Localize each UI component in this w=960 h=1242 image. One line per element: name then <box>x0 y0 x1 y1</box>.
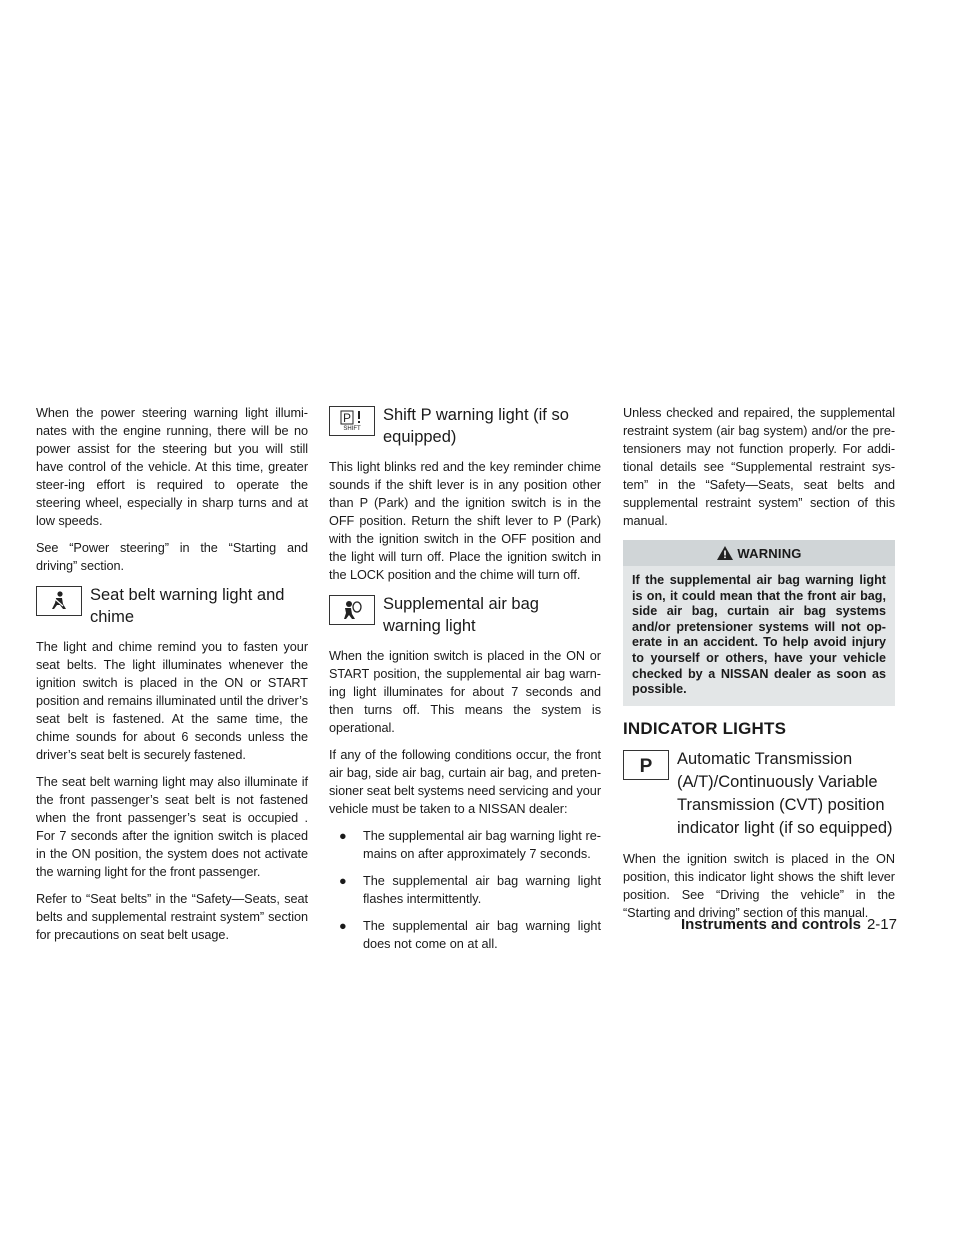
list-item: ● The supplemental air bag warning light does not come on at all. <box>339 919 601 951</box>
restraint-paragraph: Unless checked and repaired, the supplemental restraint system (air bag system) and/or the pre-tensioners may not function properly. For addi-tional details see “Supplemental restraint sys-tem” in the “Safety—Seats, seat belts and supplemental restraint system” section of this manual. <box>623 406 895 528</box>
warning-box <box>623 540 895 706</box>
page-footer <box>669 916 897 933</box>
seatbelt-paragraph-1: The light and chime remind you to fasten your seat belts. The light illuminates whenever the ignition switch is placed in the ON or START position and remains illuminated until the driver’s seat belt is fastened. At the same time, the chime sounds for about 6 seconds unless the driver’s seat belt is securely fastened. <box>36 640 308 762</box>
power-steering-paragraph: When the power steering warning light illumi-nates with the engine running, there will be no power assist for the steering but you will still have control of the vehicle. At this time, greater steer-ing effort is required to operate the steering wheel, especially in sharp turns and at low speeds. <box>36 406 308 528</box>
seatbelt-section-title: Seat belt warning light and chime <box>90 586 285 626</box>
seatbelt-section-header <box>36 584 308 628</box>
at-indicator-paragraph: When the ignition switch is placed in the ON position, this indicator light shows the shift lever position. See “Driving the vehicle” in the “Starting and driving” section of this manual. <box>623 851 895 920</box>
seatbelt-warning-icon <box>36 586 82 616</box>
column-right <box>623 404 895 931</box>
column-middle <box>329 404 601 962</box>
airbag-warning-icon <box>329 595 375 625</box>
p-indicator-icon <box>623 750 669 780</box>
airbag-section-header <box>329 593 601 637</box>
at-indicator-section-header <box>623 748 895 840</box>
list-item: ● The supplemental air bag warning light re-mains on after approximately 7 seconds. <box>339 829 601 861</box>
seatbelt-paragraph-2: The seat belt warning light may also illuminate if the front passenger’s seat belt is not fastened when the front passenger’s seat is occupied . For 7 seconds after the ignition switch is placed in the ON position, the system does not activate the warning light for the front passenger. <box>36 775 308 879</box>
indicator-lights-heading: INDICATOR LIGHTS <box>623 718 787 738</box>
warning-text: If the supplemental air bag warning light is on, it could mean that the front air bag, side air bag, curtain air bag systems and/or pretensioner systems will not op-erate in an accident. To help avoid injury to yourself or others, have your vehicle checked by a NISSAN dealer as soon as possible. <box>632 573 886 697</box>
warning-label: WARNING <box>737 545 802 561</box>
airbag-paragraph-1: When the ignition switch is placed in the ON or START position, the supplemental air bag warn-ing light illuminates for about 7 seconds and then turns off. This means the system is operational. <box>329 649 601 735</box>
list-item: ● The supplemental air bag warning light flashes intermittently. <box>339 874 601 906</box>
svg-text:P: P <box>639 755 653 775</box>
shift-p-icon <box>329 406 375 436</box>
power-steering-reference: See “Power steering” in the “Starting and driving” section. <box>36 541 308 573</box>
warning-triangle-icon <box>716 545 734 561</box>
shift-p-paragraph: This light blinks red and the key reminder chime sounds if the shift lever is in any position other than P (Park) and the ignition switch is in the OFF position. Return the shift lever to P (Park) with the ignition switch in the OFF position and the light will turn off. Place the ignition switch in the LOCK position and the chime will turn off. <box>329 460 601 582</box>
svg-text:P: P <box>342 410 352 425</box>
airbag-section-title: Supplemental air bag warning light <box>383 595 539 635</box>
seatbelt-paragraph-3: Refer to “Seat belts” in the “Safety—Seats, seat belts and supplemental restraint system” section for precautions on seat belt usage. <box>36 892 308 942</box>
airbag-conditions-list <box>329 827 601 953</box>
at-indicator-section-title: Automatic Transmission (A/T)/Continuously Variable Transmission (CVT) position indicator light (if so equipped) <box>677 749 893 837</box>
footer-section-title: Instruments and controls <box>680 916 861 933</box>
column-left <box>36 404 308 953</box>
shift-p-section-header <box>329 404 601 448</box>
shift-p-section-title: Shift P warning light (if so equipped) <box>383 406 569 446</box>
warning-header <box>623 540 895 566</box>
page-number: 2-17 <box>866 916 897 933</box>
airbag-paragraph-2: If any of the following conditions occur, the front air bag, side air bag, curtain air bag, and preten-sioner seat belt systems need servicing and your vehicle must be taken to a NISSAN dealer: <box>329 748 601 816</box>
shift-icon-label: SHIFT <box>343 425 361 432</box>
